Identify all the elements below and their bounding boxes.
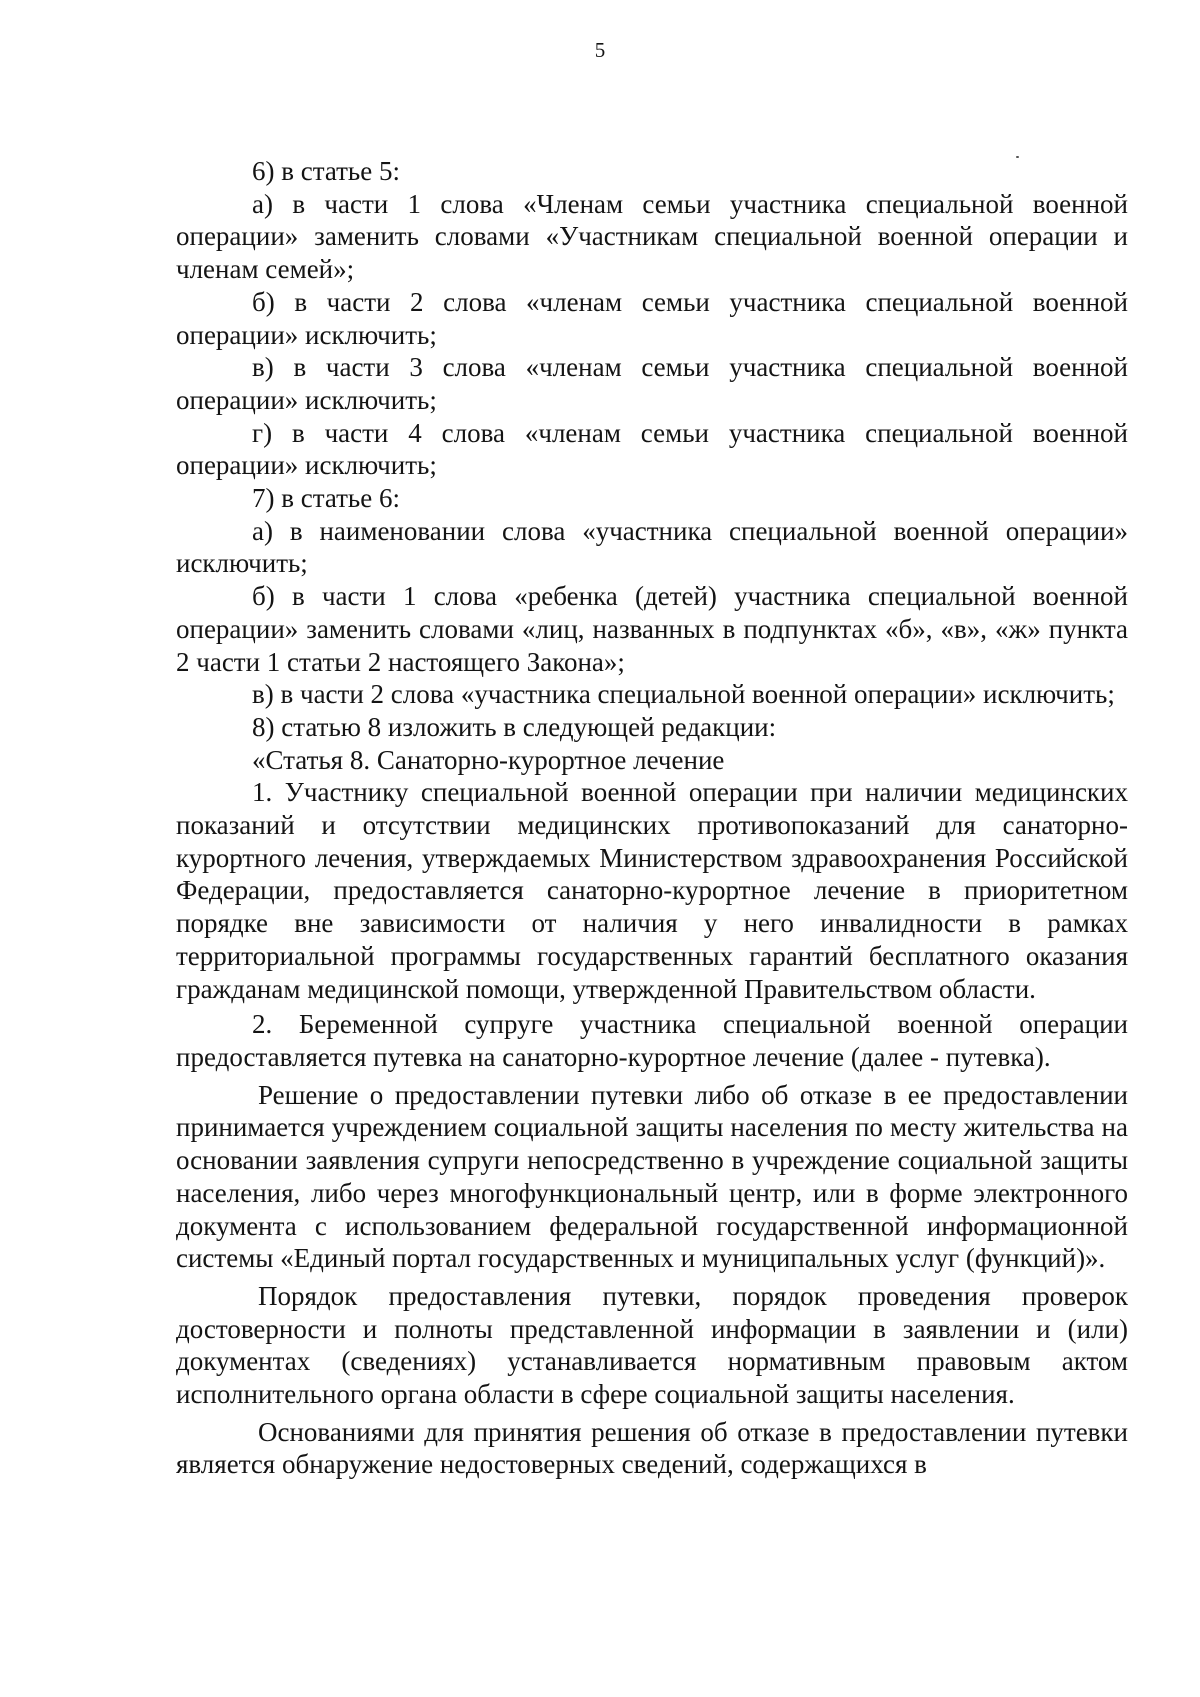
page-number: 5: [594, 38, 606, 62]
paragraph-article-8-title: «Статья 8. Санаторно-курортное лечение: [252, 744, 725, 775]
paragraph-refusal-grounds: Основаниями для принятия решения об отказе в предоставлении путевки является обнаружение недостоверных сведений, содержащихся в: [176, 1416, 1128, 1480]
paragraph-article-8-part-1: 1. Участнику специальной военной операции при наличии медицинских показаний и отсутствии медицинских противопоказаний для санаторно-курортного лечения, утверждаемых Министерством здравоохранения Российской Федерации, предоставляется санаторно-курортное лечение в приоритетном порядке вне зависимости от наличия у него инвалидности в рамках территориальной программы государственных гарантий бесплатного оказания гражданам медицинской помощи, утвержденной Правительством области.: [176, 777, 1128, 1004]
paragraph-article-5-v: в) в части 3 слова «членам семьи участника специальной военной операции» исключить;: [176, 352, 1128, 415]
paragraph-article-8-part-2: 2. Беременной супруге участника специальной военной операции предоставляется путевка на санаторно-курортное лечение (далее - путевка).: [176, 1009, 1128, 1072]
paragraph-article-5-g: г) в части 4 слова «членам семьи участника специальной военной операции» исключить;: [176, 417, 1128, 481]
paragraph-article-6-v: в) в части 2 слова «участника специальной военной операции» исключить;: [252, 679, 1115, 710]
paragraph-article-5-a: а) в части 1 слова «Членам семьи участника специальной военной операции» заменить словами «Участникам специальной военной операции и членам семей»;: [176, 188, 1128, 285]
paragraph-article-5-b: б) в части 2 слова «членам семьи участника специальной военной операции» исключить;: [176, 286, 1128, 350]
paragraph-article-6-a: а) в наименовании слова «участника специальной военной операции» исключить;: [176, 515, 1128, 579]
document-body: [176, 155, 1128, 1481]
paragraph-article-6-b: б) в части 1 слова «ребенка (детей) участника специальной военной операции» заменить словами «лиц, названных в подпунктах «б», «в», «ж» пункта 2 части 1 статьи 2 настоящего Закона»;: [176, 581, 1128, 677]
paragraph-article-5-heading: 6) в статье 5:: [252, 156, 400, 186]
paragraph-article-8-intro: 8) статью 8 изложить в следующей редакции:: [252, 711, 777, 742]
paragraph-article-6-heading: 7) в статье 6:: [252, 483, 400, 514]
paragraph-decision: Решение о предоставлении путевки либо об отказе в ее предоставлении принимается учреждением социальной защиты населения по месту жительства на основании заявления супруги непосредственно в учреждение социальной защиты населения, либо через многофункциональный центр, или в форме электронного документа с использованием федеральной государственной информационной системы «Единый портал государственных и муниципальных услуг (функций)».: [176, 1079, 1128, 1274]
paragraph-procedure: Порядок предоставления путевки, порядок проведения проверок достоверности и полноты представленной информации в заявлении и (или) документах (сведениях) устанавливается нормативным правовым актом исполнительного органа области в сфере социальной защиты населения.: [176, 1280, 1128, 1410]
